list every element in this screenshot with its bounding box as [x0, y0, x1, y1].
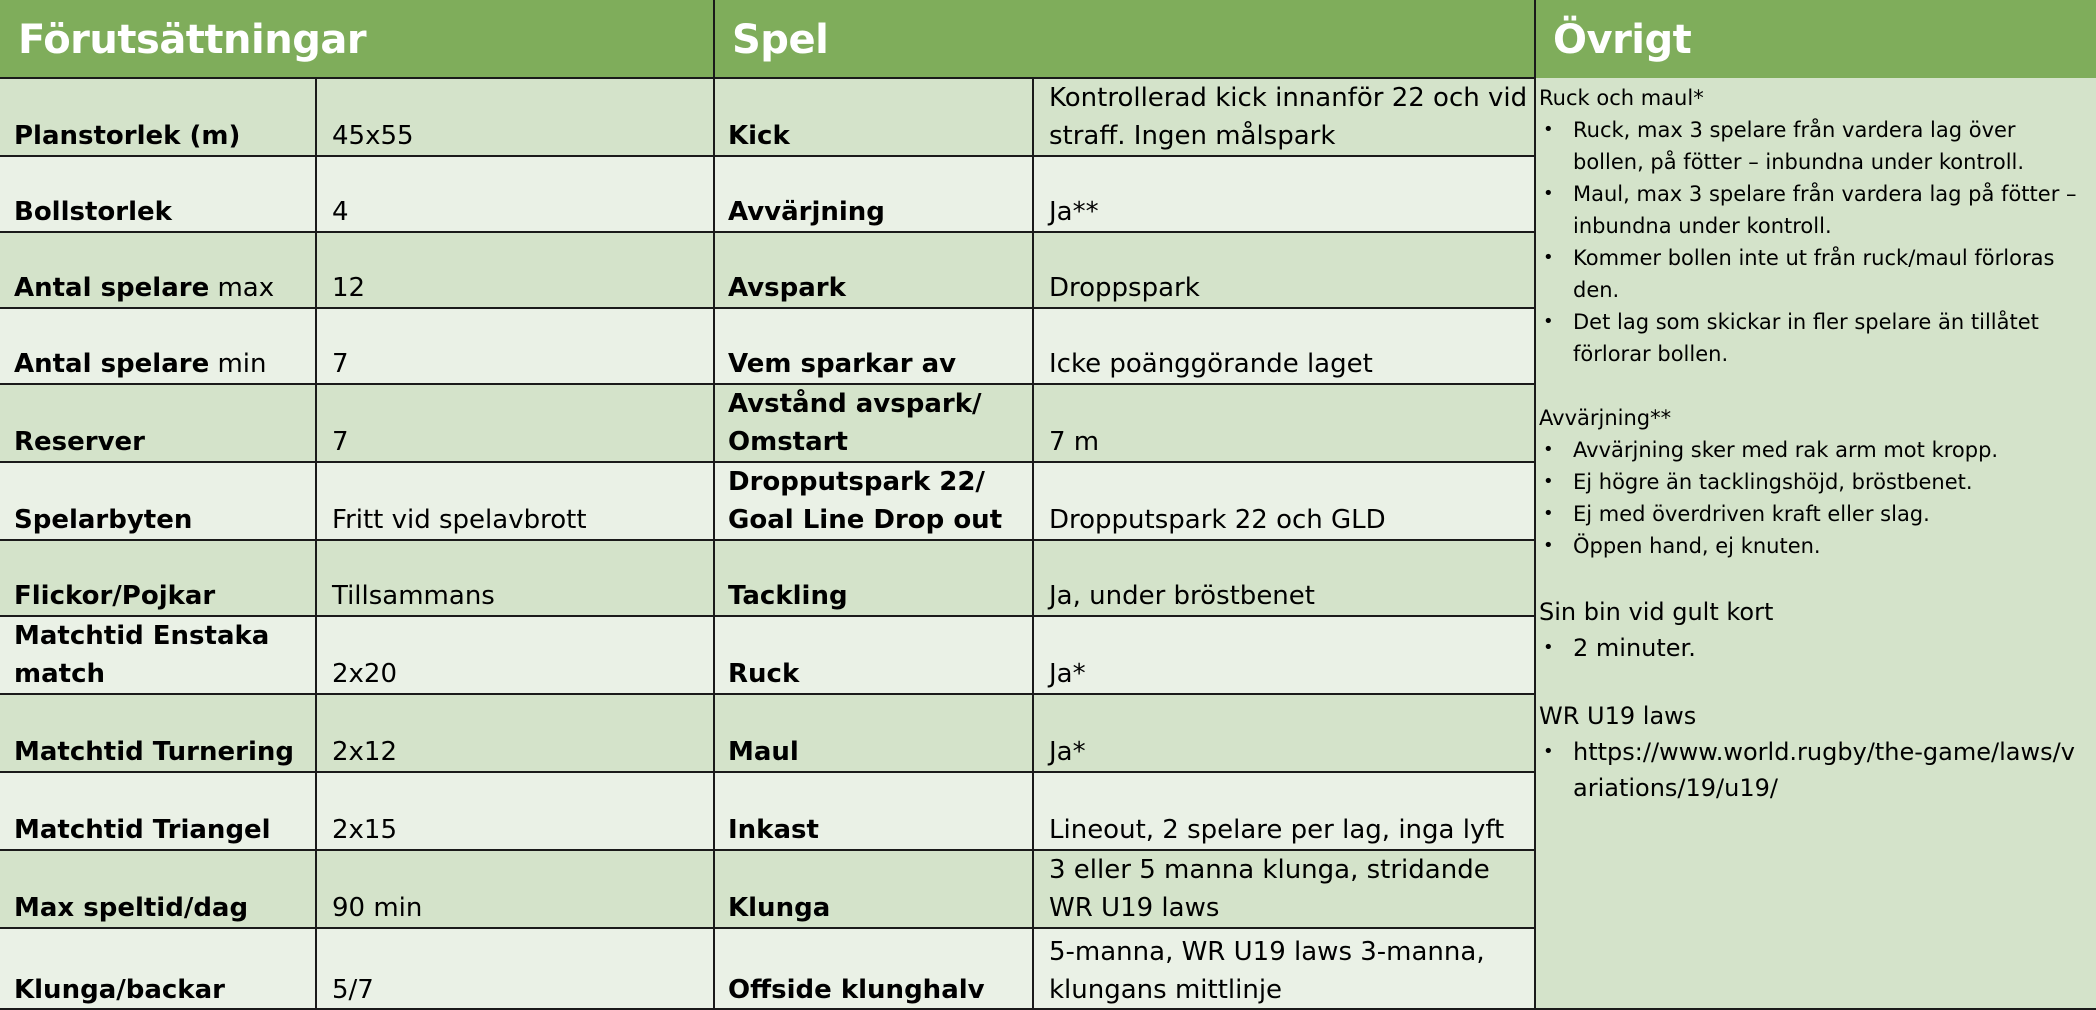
wr-laws-title: WR U19 laws — [1539, 702, 1697, 730]
spel-value — [1033, 850, 1535, 928]
condition-value — [316, 616, 714, 694]
row-divider — [0, 461, 1535, 463]
condition-value-text: Tillsammans — [332, 581, 495, 611]
spel-label-text: Offside klunghalv — [728, 975, 985, 1005]
condition-value-text: 7 — [332, 427, 349, 457]
header-ovrigt: Övrigt — [1535, 0, 2096, 78]
spel-value — [1033, 928, 1535, 1010]
condition-value-text: 45x55 — [332, 121, 414, 151]
condition-value — [316, 850, 714, 928]
condition-label-bold: Antal spelare — [14, 349, 210, 379]
condition-label-bold: Spelarbyten — [14, 505, 193, 535]
spel-value — [1033, 232, 1535, 308]
spel-value-text: Kontrollerad kick innanför 22 och vid straff. Ingen målspark — [1049, 83, 1528, 151]
row-divider — [0, 155, 1535, 157]
condition-value — [316, 772, 714, 850]
spel-label-text: Avspark — [728, 273, 846, 303]
condition-label — [0, 694, 316, 772]
column-divider — [1534, 0, 1536, 1010]
spel-value-text: Ja** — [1049, 197, 1099, 227]
header-divider — [0, 77, 1535, 79]
condition-value-text: 4 — [332, 197, 349, 227]
row-divider — [0, 307, 1535, 309]
row-divider — [0, 693, 1535, 695]
row-divider — [0, 615, 1535, 617]
spel-label-text: Avstånd avspark/ Omstart — [728, 389, 982, 457]
spel-value-text: Ja* — [1049, 659, 1086, 689]
spel-label-text: Vem sparkar av — [728, 349, 957, 379]
wr-laws-list — [1539, 734, 2088, 806]
spel-value-text: Ja* — [1049, 737, 1086, 767]
spel-label-text: Ruck — [728, 659, 800, 689]
spel-label — [714, 462, 1033, 540]
avvarjning-title: Avvärjning** — [1539, 406, 1672, 430]
grid-divider — [1032, 78, 1034, 1010]
spel-value-text: Droppspark — [1049, 273, 1200, 303]
spel-value — [1033, 462, 1535, 540]
condition-label — [0, 308, 316, 384]
condition-value-text: 2x15 — [332, 815, 398, 845]
condition-label — [0, 384, 316, 462]
condition-label-suffix: max — [209, 273, 275, 303]
row-divider — [0, 539, 1535, 541]
condition-label-bold: Matchtid Triangel — [14, 815, 271, 845]
spel-value-text: 7 m — [1049, 427, 1100, 457]
spel-label-text: Avvärjning — [728, 197, 885, 227]
list-item: • Ej med överdriven kraft eller slag. — [1539, 498, 2088, 530]
condition-value-text: Fritt vid spelavbrott — [332, 505, 587, 535]
condition-label — [0, 232, 316, 308]
condition-label-bold: Max speltid/dag — [14, 893, 249, 923]
condition-label-bold: Antal spelare — [14, 273, 210, 303]
condition-label — [0, 850, 316, 928]
spel-label-text: Inkast — [728, 815, 819, 845]
condition-label — [0, 772, 316, 850]
condition-label — [0, 540, 316, 616]
spel-label — [714, 928, 1033, 1010]
grid-divider — [315, 78, 317, 1010]
condition-label-bold: Klunga/backar — [14, 975, 225, 1005]
list-item: • Öppen hand, ej knuten. — [1539, 530, 2088, 562]
ruck-maul-list — [1539, 114, 2088, 370]
condition-label — [0, 928, 316, 1010]
ruck-maul-title: Ruck och maul* — [1539, 86, 1704, 110]
header-forutsattningar: Förutsättningar — [0, 0, 714, 78]
spel-label — [714, 308, 1033, 384]
spel-label — [714, 384, 1033, 462]
spel-value — [1033, 772, 1535, 850]
spel-label — [714, 616, 1033, 694]
spel-value-text: Dropputspark 22 och GLD — [1049, 505, 1386, 535]
condition-label-bold: Planstorlek (m) — [14, 121, 241, 151]
condition-label-suffix: min — [209, 349, 267, 379]
row-divider — [0, 771, 1535, 773]
condition-label-bold: Flickor/Pojkar — [14, 581, 216, 611]
row-divider — [0, 927, 1535, 929]
spel-label — [714, 850, 1033, 928]
condition-label — [0, 78, 316, 156]
condition-label-bold: Bollstorlek — [14, 197, 172, 227]
spel-value-text: Ja, under bröstbenet — [1049, 581, 1315, 611]
condition-value — [316, 78, 714, 156]
spel-value — [1033, 78, 1535, 156]
condition-label-bold: Reserver — [14, 427, 145, 457]
condition-value — [316, 232, 714, 308]
row-divider — [0, 231, 1535, 233]
list-item: • Maul, max 3 spelare från vardera lag på fötter – inbundna under kontroll. — [1539, 178, 2088, 242]
spel-value-text: Icke poänggörande laget — [1049, 349, 1373, 379]
spel-label — [714, 694, 1033, 772]
spel-value-text: 3 eller 5 manna klunga, stridande WR U19 laws — [1049, 855, 1490, 923]
condition-value — [316, 694, 714, 772]
spel-label — [714, 232, 1033, 308]
condition-value-text: 90 min — [332, 893, 423, 923]
spel-label-text: Tackling — [728, 581, 848, 611]
spel-label-text: Klunga — [728, 893, 831, 923]
condition-value-text: 12 — [332, 273, 366, 303]
ovrigt-notes — [1535, 78, 2096, 1010]
condition-value-text: 5/7 — [332, 975, 374, 1005]
spel-value — [1033, 540, 1535, 616]
spel-value — [1033, 308, 1535, 384]
avvarjning-list — [1539, 434, 2088, 562]
list-item: • 2 minuter. — [1539, 630, 2088, 666]
condition-value — [316, 540, 714, 616]
wr-laws-link[interactable]: • https://www.world.rugby/the-game/laws/variations/19/u19/ — [1539, 734, 2088, 806]
spel-label — [714, 78, 1033, 156]
condition-value — [316, 928, 714, 1010]
spel-label — [714, 540, 1033, 616]
condition-value — [316, 384, 714, 462]
spel-label-text: Maul — [728, 737, 799, 767]
spel-value — [1033, 616, 1535, 694]
list-item: • Ruck, max 3 spelare från vardera lag över bollen, på fötter – inbundna under kontroll. — [1539, 114, 2088, 178]
sinbin-list — [1539, 630, 2088, 666]
list-item: • Avvärjning sker med rak arm mot kropp. — [1539, 434, 2088, 466]
spel-label-text: Dropputspark 22/ Goal Line Drop out — [728, 467, 1003, 535]
column-divider — [713, 0, 715, 1010]
spel-value — [1033, 694, 1535, 772]
condition-value-text: 2x12 — [332, 737, 398, 767]
spel-value — [1033, 384, 1535, 462]
spel-label-text: Kick — [728, 121, 790, 151]
condition-value-text: 2x20 — [332, 659, 398, 689]
spel-value-text: 5-manna, WR U19 laws 3-manna, klungans mittlinje — [1049, 937, 1485, 1005]
spel-label — [714, 772, 1033, 850]
condition-label — [0, 616, 316, 694]
spel-value — [1033, 156, 1535, 232]
row-divider — [0, 383, 1535, 385]
condition-value — [316, 156, 714, 232]
header-spel: Spel — [714, 0, 1535, 78]
condition-label — [0, 156, 316, 232]
sinbin-title: Sin bin vid gult kort — [1539, 598, 1774, 626]
condition-value-text: 7 — [332, 349, 349, 379]
list-item: • Kommer bollen inte ut från ruck/maul förloras den. — [1539, 242, 2088, 306]
list-item: • Ej högre än tacklingshöjd, bröstbenet. — [1539, 466, 2088, 498]
condition-value — [316, 308, 714, 384]
row-divider — [0, 849, 1535, 851]
condition-value — [316, 462, 714, 540]
condition-label-bold: Matchtid Turnering — [14, 737, 294, 767]
list-item: • Det lag som skickar in fler spelare än tillåtet förlorar bollen. — [1539, 306, 2088, 370]
condition-label — [0, 462, 316, 540]
spel-value-text: Lineout, 2 spelare per lag, inga lyft — [1049, 815, 1505, 845]
spel-label — [714, 156, 1033, 232]
condition-label-bold: Matchtid Enstaka match — [14, 621, 270, 689]
